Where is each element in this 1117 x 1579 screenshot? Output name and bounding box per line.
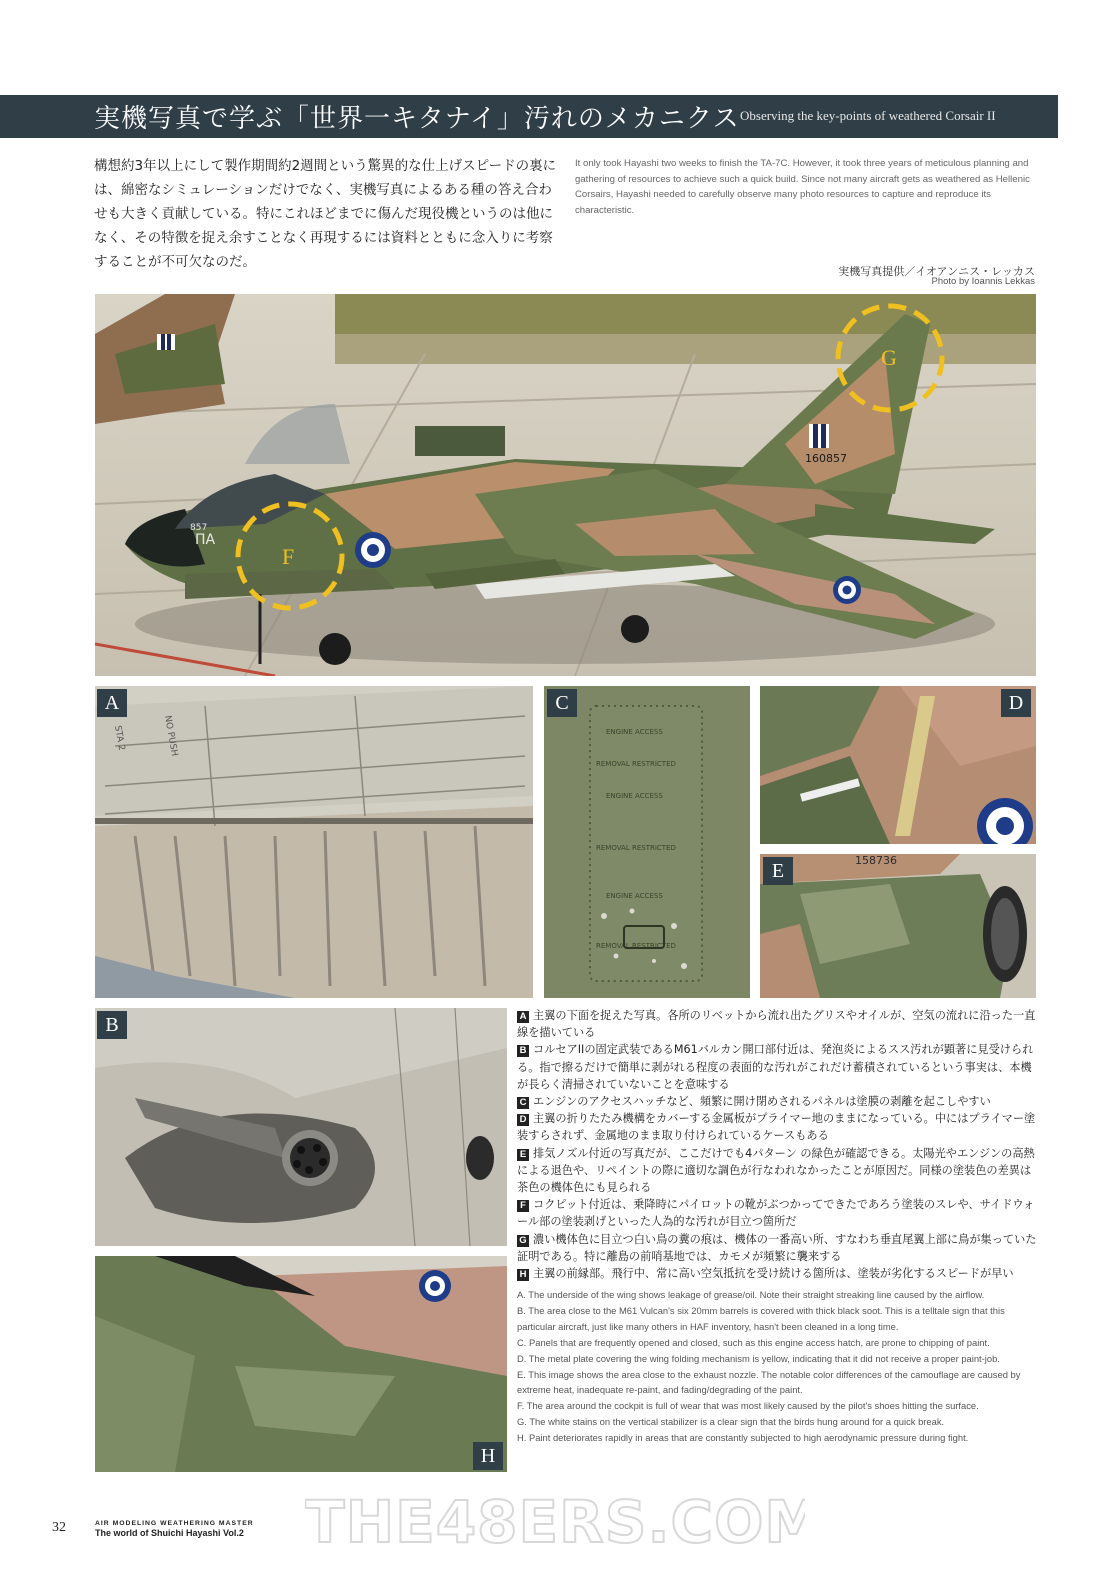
caption-en-b: B. The area close to the M61 Vulcan's six 20mm barrels is covered with thick black soot. This is a telltale sign that this particular aircraft, just like many others in HAF inventory, hasn't been cleaned in a long time. [517,1304,1005,1332]
caption-jp-b [517,1041,1040,1093]
watermark-text: THE48ERS.COM [305,1488,805,1556]
caption-tag: F [517,1200,529,1212]
caption-tag: H [517,1269,529,1281]
caption-tag: C [517,1097,529,1109]
caption-tag: D [517,1114,529,1126]
caption-text: 主翼の下面を捉えた写真。各所のリベットから流れ出たグリスやオイルが、空気の流れに沿った一直線を描いている [517,1009,1036,1040]
caption-text: コルセアIIの固定武装であるM61バルカン開口部付近は、発泡炎によるスス汚れが顕著に見受けられる。指で擦るだけで簡単に剥がれる程度の表面的な汚れがこれだけ蓄積されているという事実は、本機が長らく清掃されていないことを意味する [517,1043,1034,1091]
caption-text: 濃い機体色に目立つ白い鳥の糞の痕は、機体の一番高い所、すなわち垂直尾翼上部に鳥が集っていた証明である。特に離島の前哨基地では、カモメが頻繁に襲来する [517,1232,1037,1263]
stencil-no-push: NO PUSH [162,714,180,758]
caption-text: 主翼の折りたたみ機構をカバーする金属板がプライマー地のままになっている。中にはプライマー塗装すらされず、金属地のまま取り付けられているケースもある [517,1112,1036,1143]
page-title-jp: 実機写真で学ぶ「世界一キタナイ」汚れのメカニクス [94,104,740,134]
callout-g: G [881,345,897,370]
callout-f: F [282,544,295,569]
page-title-en: Observing the key-points of weathered Corsair II [740,108,996,123]
captions-jp [517,1007,1040,1282]
caption-jp-h [517,1265,1040,1282]
caption-text: エンジンのアクセスハッチなど、頻繁に開け閉めされるパネルは塗膜の剥離を起こしやすい [533,1095,991,1109]
title-banner [0,95,1058,138]
photo-credit-en: Photo by Ioannis Lekkas [931,276,1035,287]
caption-en-a: A. The underside of the wing shows leakage of grease/oil. Note their straight streaking line caused by the airflow. [517,1289,985,1300]
intro-text-jp: 構想約3年以上にして製作期間約2週間という驚異的な仕上げスピードの裏には、綿密なシミュレーションだけでなく、実機写真によるある種の答え合わせも大きく貢献している。特にこれほどまでに傷んだ現役機というのは他になく、その特徴を捉え余すことなく再現するには資料とともに念入りに考察することが不可欠なのだ。 [94,158,557,270]
caption-jp-e [517,1145,1040,1197]
photo-a-wing-underside [95,686,533,998]
caption-en-e: E. This image shows the area close to the exhaust nozzle. The notable color differences of the camouflage are caused by extreme heat, inadequate re-paint, and fading/degrading of the paint. [517,1368,1021,1396]
stencil-c2: REMOVAL RESTRICTED [596,760,676,768]
photo-credit-jp: 実機写真提供／イオアンニス・レッカス [838,265,1035,278]
photo-d-wing-fold [760,686,1036,844]
nose-number: 857 [190,523,208,533]
caption-en-d: D. The metal plate covering the wing folding mechanism is yellow, indicating that it did not receive a proper paint-job. [517,1352,1000,1364]
nose-code: ΠΑ [195,532,216,548]
stencil-sta: STA 2 [112,724,127,752]
caption-en-g: G. The white stains on the vertical stabilizer is a clear sign that the birds hung around for a quick break. [517,1416,945,1428]
caption-en-f: F. The area around the cockpit is full of wear that was most likely caused by the pilot's shoes hitting the surface. [517,1400,979,1412]
stencil-c1: ENGINE ACCESS [606,728,663,736]
label-h: H [473,1442,503,1470]
caption-tag: B [517,1045,529,1057]
label-b: B [97,1011,127,1039]
series-subtitle: The world of Shuichi Hayashi Vol.2 [95,1528,244,1538]
caption-jp-a [517,1007,1040,1041]
page-number: 32 [52,1520,66,1535]
caption-text: 主翼の前縁部。飛行中、常に高い空気抵抗を受け続ける箇所は、塗装が劣化するスピードが早い [533,1267,1014,1281]
photo-b-gun-port [95,1008,507,1246]
caption-tag: A [517,1011,529,1023]
photo-h-leading-edge [95,1256,507,1472]
caption-text: 排気ノズル付近の写真だが、ここだけでも4パターン の緑色が確認できる。太陽光やエンジンの高熱による退色や、リペイントの際に適切な調色が行なわれなかったことが原因だ。同様の塗装色の差異は茶色の機体色にも見られる [517,1146,1035,1195]
caption-tag: G [517,1235,529,1247]
stencil-c3: ENGINE ACCESS [606,792,663,800]
caption-jp-g [517,1231,1040,1265]
label-c: C [547,689,577,717]
series-title: AIR MODELING WEATHERING MASTER [95,1520,254,1527]
stencil-e-serial: 158736 [855,854,897,867]
photo-e-exhaust-nozzle [760,854,1036,998]
label-d: D [1001,689,1031,717]
photo-c-engine-hatch [544,686,750,998]
caption-en-c: C. Panels that are frequently opened and closed, such as this engine access hatch, are prone to chipping of paint. [517,1336,990,1348]
tail-serial: 160857 [805,452,847,465]
stencil-c5: ENGINE ACCESS [606,892,663,900]
label-a: A [97,689,127,717]
watermark [305,1478,805,1558]
caption-text: コクピット付近は、乗降時にパイロットの靴がぶつかってできたであろう塗装のスレや、サイドウォール部の塗装剥げといった人為的な汚れが目立つ箇所だ [517,1198,1035,1229]
caption-en-h: H. Paint deteriorates rapidly in areas that are constantly subjected to high aerodynamic pressure during fight. [517,1432,969,1444]
caption-tag: E [517,1149,529,1161]
stencil-c4: REMOVAL RESTRICTED [596,844,676,852]
captions-en [517,1287,1040,1446]
main-aircraft-photo [95,294,1036,676]
stencil-c6: REMOVAL RESTRICTED [596,942,676,950]
caption-jp-f [517,1196,1040,1230]
caption-jp-d [517,1110,1040,1144]
label-e: E [763,857,793,885]
caption-jp-c [517,1093,1040,1110]
intro-text-en: It only took Hayashi two weeks to finish the TA-7C. However, it took three years of meticulous planning and gathering of resources to achieve such a quick build. Since not many aircraft gets as weathered as Hellenic Corsairs, Hayashi needed to carefully observe many photo resources to capture and reproduce its characteristic. [575,158,1030,216]
